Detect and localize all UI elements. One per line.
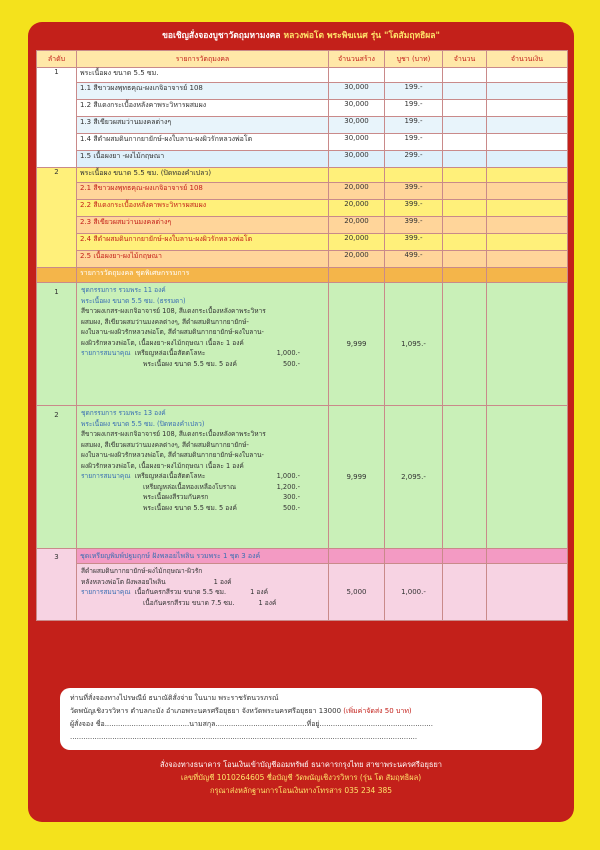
item-price: 499.- bbox=[385, 251, 443, 268]
set-price: 2,095.- bbox=[385, 406, 443, 549]
total-cell[interactable] bbox=[487, 217, 568, 234]
item-built: 30,000 bbox=[329, 151, 385, 168]
total-cell[interactable] bbox=[487, 134, 568, 151]
amount-cell[interactable] bbox=[443, 117, 487, 134]
address-line[interactable]: ............................................................................................................................................................ bbox=[70, 733, 418, 741]
section-1-head bbox=[37, 68, 568, 83]
table-row bbox=[37, 117, 568, 134]
total-cell[interactable] bbox=[487, 251, 568, 268]
header-amount: จำนวน bbox=[443, 51, 487, 68]
bank-info bbox=[28, 758, 574, 797]
item-built: 30,000 bbox=[329, 134, 385, 151]
amount-cell[interactable] bbox=[443, 100, 487, 117]
title-generation: รุ่น "โตสัมฤทธิผล" bbox=[370, 31, 440, 41]
section-4-title: ชุดเหรียญพิมพ์ปฐมฤกษ์ ฝังพลอยไพลิน รวมพระ 1 ชุด 3 องค์ bbox=[77, 549, 329, 564]
shipping-fee: (เพิ่มค่าจัดส่ง 50 บาท) bbox=[343, 707, 412, 715]
temple-address: วัดพนัญเชิงวรวิหาร ตำบลกะมัง อำเภอพระนครศรีอยุธยา จังหวัดพระนครศรีอยุธยา 13000 bbox=[70, 707, 342, 715]
header-total: จำนวนเงิน bbox=[487, 51, 568, 68]
header-no: ลำดับ bbox=[37, 51, 77, 68]
order-table bbox=[36, 50, 568, 621]
section-2 bbox=[37, 168, 568, 268]
item-price: 399.- bbox=[385, 234, 443, 251]
table-row bbox=[37, 251, 568, 268]
set-subtitle: พระเนื้อผง ขนาด 5.5 ซม. (ธรรมดา) bbox=[81, 296, 186, 305]
item-price: 299.- bbox=[385, 151, 443, 168]
set-title: ชุดกรรมการ รวมพระ 13 องค์ bbox=[81, 409, 166, 417]
section-1-number: 1 bbox=[37, 68, 77, 168]
section-2-head bbox=[37, 168, 568, 183]
item-built: 20,000 bbox=[329, 234, 385, 251]
amount-cell[interactable] bbox=[443, 134, 487, 151]
item-price: 399.- bbox=[385, 217, 443, 234]
set-price: 1,000.- bbox=[385, 564, 443, 621]
set-price: 1,095.- bbox=[385, 283, 443, 406]
item-name: 2.3 สีเขียวผสมว่านมงคลต่างๆ bbox=[77, 217, 329, 234]
order-form bbox=[60, 688, 542, 750]
table-row bbox=[37, 134, 568, 151]
amount-cell[interactable] bbox=[443, 406, 487, 549]
set-1-description: ชุดกรรมการ รวมพระ 11 องค์ พระเนื้อผง ขนาด 5.5 ซม. (ธรรมดา) สีขาวผงเกสร-ผงเกจิอาจารย์ 108, สีแดงกระเบื้องหลังคาพระวิหาร ผสมผง, สีเขียวผสมว่านมงคลต่างๆ, สีดำผสมดินกากยายักษ์- ผงใบลาน-ผงผิวรักหลวงพ่อโต, สีดำผสมดินกากยายักษ์-ผงใบลาน- ผงผิวรักหลวงพ่อโต, เนื้อผงยา-ผงไม้กฤษณา เนื้อละ 1 องค์ รายการสมนาคุณ เหรียญหล่อเนื้อสัตตโลหะ 1,000.- พระเนื้อผง ขนาด 5.5 ซม. 5 องค์ 500.- bbox=[77, 283, 329, 406]
item-built: 30,000 bbox=[329, 117, 385, 134]
total-cell[interactable] bbox=[487, 100, 568, 117]
total-cell[interactable] bbox=[487, 564, 568, 621]
table-row bbox=[37, 217, 568, 234]
bonus-label: รายการสมนาคุณ bbox=[81, 349, 131, 357]
item-name: 1.1 สีขาวผงพุทธคุณ-ผงเกจิอาจารย์ 108 bbox=[77, 83, 329, 100]
section-3-head bbox=[37, 268, 568, 283]
total-cell[interactable] bbox=[487, 83, 568, 100]
item-price: 399.- bbox=[385, 200, 443, 217]
header-item: รายการวัตถุมงคล bbox=[77, 51, 329, 68]
section-4 bbox=[37, 549, 568, 621]
set-3-description: สีดำผสมดินกากยายักษ์-ผงไม้กฤษณา-ผิวรัก หลังหลวงพ่อโต ฝังพลอยไพลิน 1 องค์ รายการสมนาคุณ เนื้อกันครกสีรวม ขนาด 5.5 ซม. 1 องค์ เนื้อกันครกสีรวม ขนาด 7.5 ซม. 1 องค์ bbox=[77, 564, 329, 621]
item-name: 2.4 สีดำผสมดินกากยายักษ์-ผงใบลาน-ผงผิวรักหลวงพ่อโต bbox=[77, 234, 329, 251]
section-1 bbox=[37, 68, 568, 168]
title-lead: ขอเชิญสั่งจองบูชาวัตถุมหามงคล bbox=[162, 31, 281, 41]
set-title: ชุดกรรมการ รวมพระ 11 องค์ bbox=[81, 286, 166, 294]
section-2-title: พระเนื้อผง ขนาด 5.5 ซม. (ปิดทองคำเปลว) bbox=[77, 168, 329, 183]
set-number: 1 bbox=[37, 283, 77, 406]
postal-instruction: ท่านที่สั่งจองทางไปรษณีย์ ธนาณัติสั่งจ่าย ในนาม พระราชรัตนวรภรณ์ bbox=[70, 694, 279, 702]
item-built: 20,000 bbox=[329, 200, 385, 217]
item-name: 1.5 เนื้อผงยา -ผงไม้กฤษณา bbox=[77, 151, 329, 168]
item-name: 2.1 สีขาวผงพุทธคุณ-ผงเกจิอาจารย์ 108 bbox=[77, 183, 329, 200]
section-1-title: พระเนื้อผง ขนาด 5.5 ซม. bbox=[77, 68, 329, 83]
page-title bbox=[28, 28, 574, 42]
fax-line: กรุณาส่งหลักฐานการโอนเงินทางโทรสาร 035 234 385 bbox=[209, 786, 393, 795]
item-price: 199.- bbox=[385, 83, 443, 100]
amount-cell[interactable] bbox=[443, 251, 487, 268]
item-built: 30,000 bbox=[329, 83, 385, 100]
header-built: จำนวนสร้าง bbox=[329, 51, 385, 68]
item-price: 199.- bbox=[385, 117, 443, 134]
item-built: 20,000 bbox=[329, 217, 385, 234]
table-row bbox=[37, 151, 568, 168]
total-cell[interactable] bbox=[487, 283, 568, 406]
table-header bbox=[37, 51, 568, 68]
table-row bbox=[37, 83, 568, 100]
total-cell[interactable] bbox=[487, 151, 568, 168]
set-number: 2 bbox=[37, 406, 77, 549]
title-name: หลวงพ่อโต พระพิฆเนศ bbox=[283, 31, 368, 41]
table-row bbox=[37, 100, 568, 117]
amount-cell[interactable] bbox=[443, 564, 487, 621]
table-row bbox=[37, 283, 568, 406]
item-built: 20,000 bbox=[329, 183, 385, 200]
amount-cell[interactable] bbox=[443, 200, 487, 217]
total-cell[interactable] bbox=[487, 117, 568, 134]
item-built: 30,000 bbox=[329, 100, 385, 117]
table-row bbox=[37, 234, 568, 251]
set-built: 5,000 bbox=[329, 564, 385, 621]
item-name: 2.2 สีแดงกระเบื้องหลังคาพระวิหารผสมผง bbox=[77, 200, 329, 217]
amount-cell[interactable] bbox=[443, 151, 487, 168]
item-name: 2.5 เนื้อผงยา-ผงไม้กฤษณา bbox=[77, 251, 329, 268]
total-cell[interactable] bbox=[487, 200, 568, 217]
set-built: 9,999 bbox=[329, 406, 385, 549]
item-name: 1.4 สีดำผสมดินกากยายักษ์-ผงใบลาน-ผงผิวรักหลวงพ่อโต bbox=[77, 134, 329, 151]
section-4-number: 3 bbox=[37, 549, 77, 621]
section-2-number: 2 bbox=[37, 168, 77, 268]
table-row bbox=[37, 200, 568, 217]
total-cell[interactable] bbox=[487, 406, 568, 549]
amount-cell[interactable] bbox=[443, 283, 487, 406]
amount-cell[interactable] bbox=[443, 234, 487, 251]
bonus-label: รายการสมนาคุณ bbox=[81, 588, 131, 596]
item-price: 399.- bbox=[385, 183, 443, 200]
item-price: 199.- bbox=[385, 134, 443, 151]
account-line: เลขที่บัญชี 1010264605 ชื่อบัญชี วัดพนัญเชิงวรวิหาร (รุ่น โต สัมฤทธิผล) bbox=[180, 773, 422, 782]
table-row bbox=[37, 406, 568, 549]
item-built: 20,000 bbox=[329, 251, 385, 268]
amount-cell[interactable] bbox=[443, 183, 487, 200]
bank-transfer-line: สั่งจองทางธนาคาร โอนเงินเข้าบัญชีออมทรัพย์ ธนาคารกรุงไทย สาขาพระนครศรีอยุธยา bbox=[159, 760, 443, 769]
item-name: 1.3 สีเขียวผสมว่านมงคลต่างๆ bbox=[77, 117, 329, 134]
amount-cell[interactable] bbox=[443, 217, 487, 234]
bonus-label: รายการสมนาคุณ bbox=[81, 472, 131, 480]
set-2-description: ชุดกรรมการ รวมพระ 13 องค์ พระเนื้อผง ขนาด 5.5 ซม. (ปิดทองคำเปลว) สีขาวผงเกสร-ผงเกจิอาจารย์ 108, สีแดงกระเบื้องหลังคาพระวิหาร ผสมผง, สีเขียวผสมว่านมงคลต่างๆ, สีดำผสมดินกากยายักษ์- ผงใบลาน-ผงผิวรักหลวงพ่อโต, สีดำผสมดินกากยายักษ์-ผงใบลาน- ผงผิวรักหลวงพ่อโต, เนื้อผงยา-ผงไม้กฤษณา เนื้อละ 1 องค์ รายการสมนาคุณ เหรียญหล่อเนื้อสัตตโลหะ 1,000.- เหรียญหล่อเนื้อทองเหลืองโบราณ 1,200.- พระเนื้อผงสีรวมกันครก 300.- พระเนื้อผง ขนาด 5.5 ซม. 5 องค์ 500.- bbox=[77, 406, 329, 549]
total-cell[interactable] bbox=[487, 234, 568, 251]
orderer-fields[interactable]: ผู้สั่งจอง ชื่อ......................................นามสกุล.........................................ที่อยู่................................................... bbox=[70, 720, 434, 728]
section-3-title: รายการวัตถุมงคล ชุดพิเศษกรรมการ bbox=[77, 268, 329, 283]
section-3 bbox=[37, 268, 568, 549]
item-price: 199.- bbox=[385, 100, 443, 117]
total-cell[interactable] bbox=[487, 183, 568, 200]
section-4-head bbox=[37, 549, 568, 564]
table-row bbox=[37, 564, 568, 621]
set-subtitle: พระเนื้อผง ขนาด 5.5 ซม. (ปิดทองคำเปลว) bbox=[81, 419, 205, 428]
item-name: 1.2 สีแดงกระเบื้องหลังคาพระวิหารผสมผง bbox=[77, 100, 329, 117]
header-price: บูชา (บาท) bbox=[385, 51, 443, 68]
amount-cell[interactable] bbox=[443, 83, 487, 100]
set-built: 9,999 bbox=[329, 283, 385, 406]
table-row bbox=[37, 183, 568, 200]
